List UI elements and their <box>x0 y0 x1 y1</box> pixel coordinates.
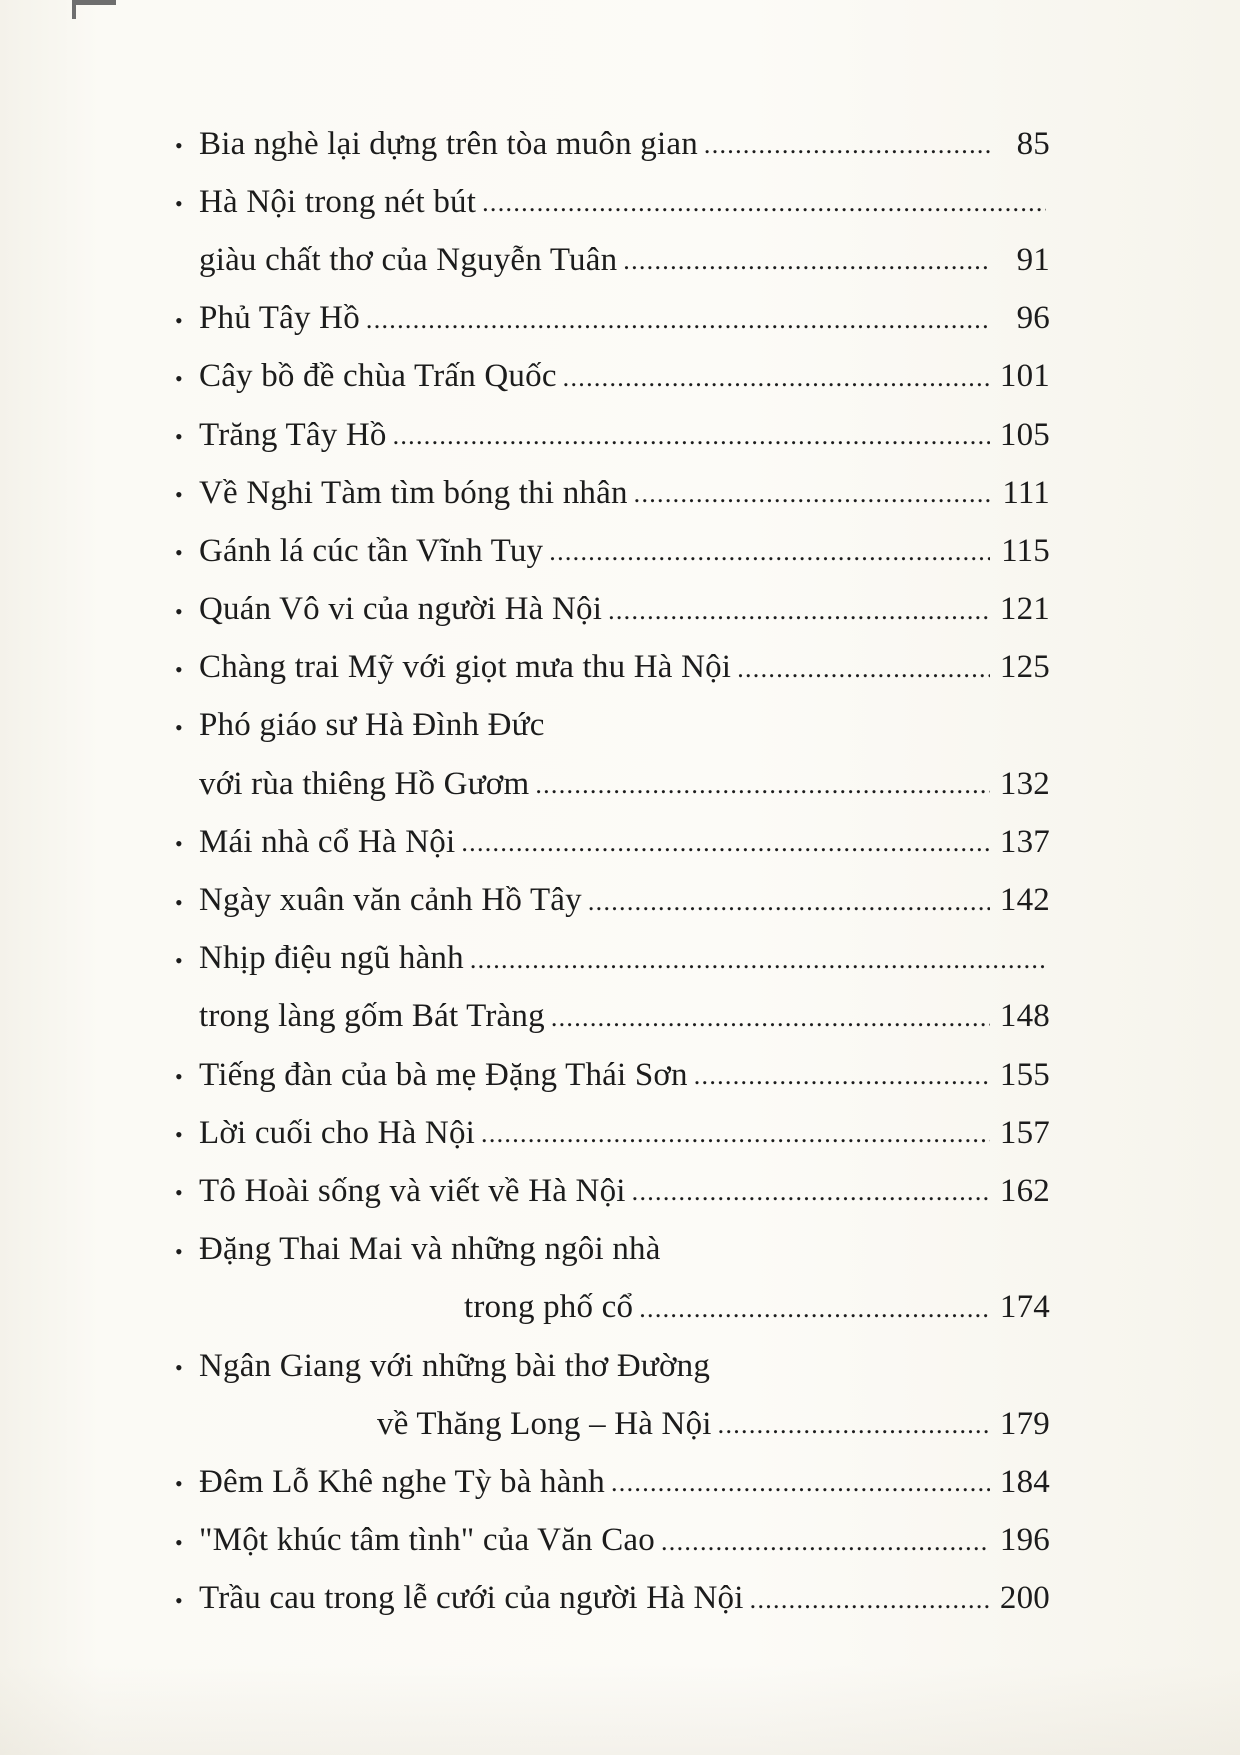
toc-entry-title: Mái nhà cổ Hà Nội <box>199 823 456 860</box>
toc-entry-title: Phủ Tây Hồ <box>199 300 360 337</box>
toc-entry <box>175 1162 1050 1220</box>
toc-entry-page-number: 115 <box>1001 532 1050 569</box>
toc-entry-title: trong phố cổ <box>464 1289 634 1326</box>
bullet-icon: • <box>175 598 183 624</box>
dot-leader <box>470 945 1046 981</box>
dot-leader <box>634 479 990 515</box>
bullet-icon: • <box>175 482 183 508</box>
toc-entry-page-number: 96 <box>1016 300 1050 337</box>
toc-entry-title: Quán Vô vi của người Hà Nội <box>199 591 603 628</box>
toc-entry-title: Tiếng đàn của bà mẹ Đặng Thái Sơn <box>199 1056 688 1093</box>
toc-entry-title: giàu chất thơ của Nguyễn Tuân <box>199 241 618 278</box>
toc-entry <box>175 464 1050 522</box>
toc-entry-title: Trăng Tây Hồ <box>199 416 387 453</box>
bullet-icon: • <box>175 1587 183 1613</box>
bullet-icon: • <box>175 540 183 566</box>
toc-entry-title: Cây bồ đề chùa Trấn Quốc <box>199 358 557 395</box>
toc-entry <box>175 1337 1050 1395</box>
bullet-icon: • <box>175 1122 183 1148</box>
toc-entry-title: Phó giáo sư Hà Đình Đức <box>199 707 545 744</box>
bullet-icon: • <box>175 191 183 217</box>
toc-entry-page-number: 179 <box>999 1405 1050 1442</box>
toc-entry-page-number: 132 <box>999 765 1050 802</box>
toc-entry <box>175 930 1050 988</box>
toc-entry-title: trong làng gốm Bát Tràng <box>199 998 545 1035</box>
toc-entry-title: Ngân Giang với những bài thơ Đường <box>199 1347 711 1384</box>
toc-entry-page-number: 174 <box>999 1289 1050 1326</box>
toc-entry <box>175 697 1050 755</box>
dot-leader <box>563 363 990 399</box>
toc-entry <box>175 1279 1050 1337</box>
bullet-icon: • <box>175 889 183 915</box>
dot-leader <box>481 1119 990 1155</box>
toc-entry-title: Về Nghi Tàm tìm bóng thi nhân <box>199 474 628 511</box>
toc-entry-title: Chàng trai Mỹ với giọt mưa thu Hà Nội <box>199 649 732 686</box>
toc-entry-title: Bia nghè lại dựng trên tòa muôn gian <box>199 125 698 162</box>
toc-entry-title: Lời cuối cho Hà Nội <box>199 1114 476 1151</box>
dot-leader <box>718 1410 990 1446</box>
bullet-icon: • <box>175 365 183 391</box>
dot-leader <box>704 130 990 166</box>
bullet-icon: • <box>175 1471 183 1497</box>
toc-entry <box>175 1395 1050 1453</box>
dot-leader <box>639 1294 990 1330</box>
toc-entry-page-number: 125 <box>999 649 1050 686</box>
dot-leader <box>461 828 990 864</box>
dot-leader <box>366 305 990 341</box>
toc-entry <box>175 348 1050 406</box>
toc-entry <box>175 231 1050 289</box>
toc-entry <box>175 639 1050 697</box>
toc-entry <box>175 1512 1050 1570</box>
toc-entry-title: Hà Nội trong nét bút <box>199 183 477 220</box>
toc-entry <box>175 1453 1050 1511</box>
dot-leader <box>661 1527 990 1563</box>
bullet-icon: • <box>175 424 183 450</box>
toc-entry-title: Tô Hoài sống và viết về Hà Nội <box>199 1172 626 1209</box>
dot-leader <box>608 596 990 632</box>
page-bottom-shade <box>0 1665 1240 1755</box>
dot-leader <box>588 887 990 923</box>
toc-entry <box>175 1046 1050 1104</box>
dot-leader <box>737 654 990 690</box>
bullet-icon: • <box>175 656 183 682</box>
bullet-icon: • <box>175 831 183 857</box>
table-of-contents <box>175 115 1050 1628</box>
toc-entry-page-number: 101 <box>999 358 1050 395</box>
dot-leader <box>694 1061 990 1097</box>
toc-entry-page-number: 137 <box>999 823 1050 860</box>
dot-leader <box>549 537 990 573</box>
toc-entry-page-number: 196 <box>999 1522 1050 1559</box>
toc-entry-page-number: 91 <box>1016 241 1050 278</box>
dot-leader <box>632 1177 990 1213</box>
toc-entry-title: Trầu cau trong lễ cưới của người Hà Nội <box>199 1580 744 1617</box>
toc-entry-page-number: 157 <box>999 1114 1050 1151</box>
toc-entry-page-number: 105 <box>999 416 1050 453</box>
toc-entry-page-number: 148 <box>999 998 1050 1035</box>
toc-entry <box>175 1221 1050 1279</box>
toc-entry-page-number: 155 <box>999 1056 1050 1093</box>
toc-entry-page-number: 142 <box>999 882 1050 919</box>
dot-leader <box>535 770 990 806</box>
toc-entry <box>175 522 1050 580</box>
dot-leader <box>750 1585 990 1621</box>
dot-leader <box>482 188 1046 224</box>
toc-entry-page-number: 85 <box>1016 125 1050 162</box>
toc-entry-page-number: 162 <box>999 1172 1050 1209</box>
dot-leader <box>393 421 990 457</box>
toc-entry-title: "Một khúc tâm tình" của Văn Cao <box>199 1522 655 1559</box>
toc-entry-title: Nhịp điệu ngũ hành <box>199 940 464 977</box>
toc-entry <box>175 406 1050 464</box>
toc-entry-page-number: 121 <box>999 591 1050 628</box>
bullet-icon: • <box>175 133 183 159</box>
toc-entry <box>175 813 1050 871</box>
toc-entry <box>175 1570 1050 1628</box>
page-corner-mark <box>72 0 116 19</box>
toc-entry <box>175 290 1050 348</box>
toc-entry <box>175 1104 1050 1162</box>
bullet-icon: • <box>175 307 183 333</box>
bullet-icon: • <box>175 714 183 740</box>
bullet-icon: • <box>175 1180 183 1206</box>
bullet-icon: • <box>175 1355 183 1381</box>
toc-entry-title: Đêm Lỗ Khê nghe Tỳ bà hành <box>199 1463 605 1500</box>
toc-entry-title: Gánh lá cúc tần Vĩnh Tuy <box>199 532 544 569</box>
toc-entry-page-number: 200 <box>999 1580 1050 1617</box>
dot-leader <box>623 246 990 282</box>
toc-entry <box>175 988 1050 1046</box>
bullet-icon: • <box>175 947 183 973</box>
toc-entry-title: Đặng Thai Mai và những ngôi nhà <box>199 1231 661 1268</box>
toc-entry <box>175 173 1050 231</box>
toc-entry-title: với rùa thiêng Hồ Gươm <box>199 765 530 802</box>
bullet-icon: • <box>175 1238 183 1264</box>
dot-leader <box>551 1003 990 1039</box>
bullet-icon: • <box>175 1064 183 1090</box>
toc-entry-title: Ngày xuân văn cảnh Hồ Tây <box>199 882 582 919</box>
toc-entry <box>175 115 1050 173</box>
toc-entry-title: về Thăng Long – Hà Nội <box>377 1405 712 1442</box>
toc-entry <box>175 581 1050 639</box>
toc-entry <box>175 871 1050 929</box>
toc-entry <box>175 755 1050 813</box>
toc-entry-page-number: 111 <box>1002 474 1050 511</box>
bullet-icon: • <box>175 1529 183 1555</box>
dot-leader <box>611 1468 990 1504</box>
toc-entry-page-number: 184 <box>999 1463 1050 1500</box>
